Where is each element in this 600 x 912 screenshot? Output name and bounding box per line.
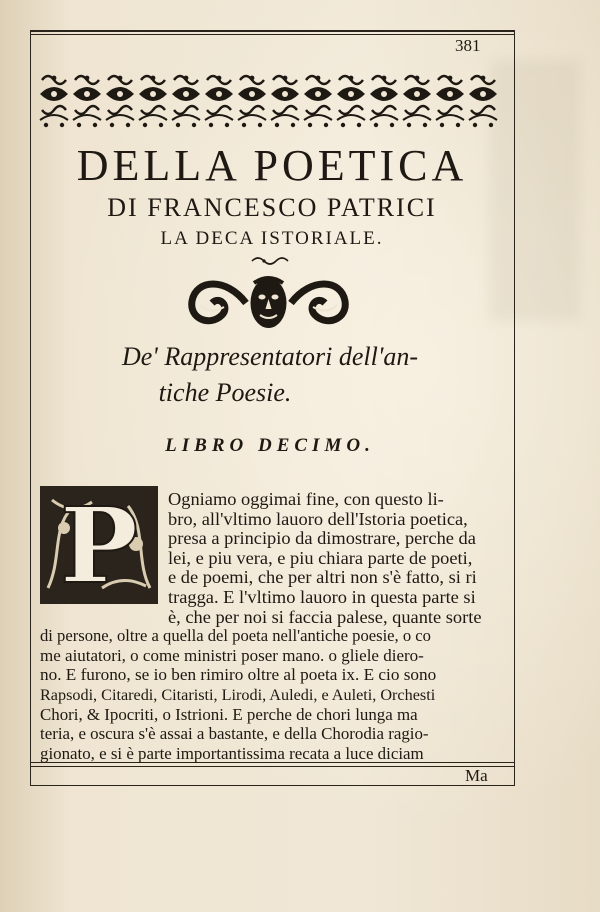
- catchword: Ma: [465, 766, 488, 785]
- frame-rule: [30, 30, 515, 32]
- chapter-heading: De' Rappresentatori dell'an-: [121, 342, 419, 371]
- body-line: Ogniamo oggimai fine, con questo li-: [168, 489, 444, 509]
- author-line: DI FRANCESCO PATRICI: [107, 193, 437, 222]
- body-line: di persone, oltre a quella del poeta nell'antiche poesie, o co: [40, 626, 431, 646]
- page-title: DELLA POETICA: [76, 141, 468, 190]
- page-number: 381: [455, 36, 481, 55]
- historiated-initial: [40, 483, 158, 607]
- frame-rule: [514, 30, 515, 785]
- subtitle: LA DECA ISTORIALE.: [160, 228, 384, 249]
- body-line: e de poemi, che per altri non s'è fatto, si ri: [168, 567, 477, 588]
- body-line: Rapsodi, Citaredi, Citaristi, Lirodi, Auledi, e Auleti, Orchesti: [40, 686, 436, 704]
- frame-rule: [30, 34, 515, 35]
- body-line: presa a principio da dimostrare, perche da: [168, 528, 476, 549]
- book-label: LIBRO DECIMO.: [165, 435, 375, 456]
- frame-rule: [30, 30, 31, 785]
- body-line: lei, e piu vera, e piu chiara parte de poeti,: [168, 547, 473, 568]
- initial-letter: P: [59, 483, 139, 607]
- fleuron-icon: [250, 254, 290, 268]
- body-line: tragga. E l'vltimo lauoro in questa parte si: [168, 587, 476, 607]
- frame-rule: [30, 785, 515, 786]
- scrollwork-headband-icon: [38, 70, 506, 132]
- body-line: gionato, e si è parte importantissima recata a luce diciam: [40, 743, 424, 763]
- body-line: me aiutatori, o come ministri poser mano. o gliele diero-: [40, 645, 424, 665]
- body-line: teria, e oscura s'è assai a bastante, e della Chorodia ragio-: [40, 724, 429, 744]
- chapter-heading-continued: tiche Poesie.: [158, 378, 292, 407]
- grotesque-mask-vignette-icon: [186, 275, 351, 331]
- body-line: è, che per noi si faccia palese, quante sorte: [168, 606, 482, 627]
- frame-rule: [30, 766, 515, 767]
- body-line: no. E furono, se io ben rimiro oltre al poeta ix. E cio sono: [40, 665, 437, 685]
- body-line: Chori, & Ipocriti, o Istrioni. E perche de chori lunga ma: [40, 704, 418, 724]
- body-line: bro, all'vltimo lauoro dell'Istoria poetica,: [168, 508, 468, 529]
